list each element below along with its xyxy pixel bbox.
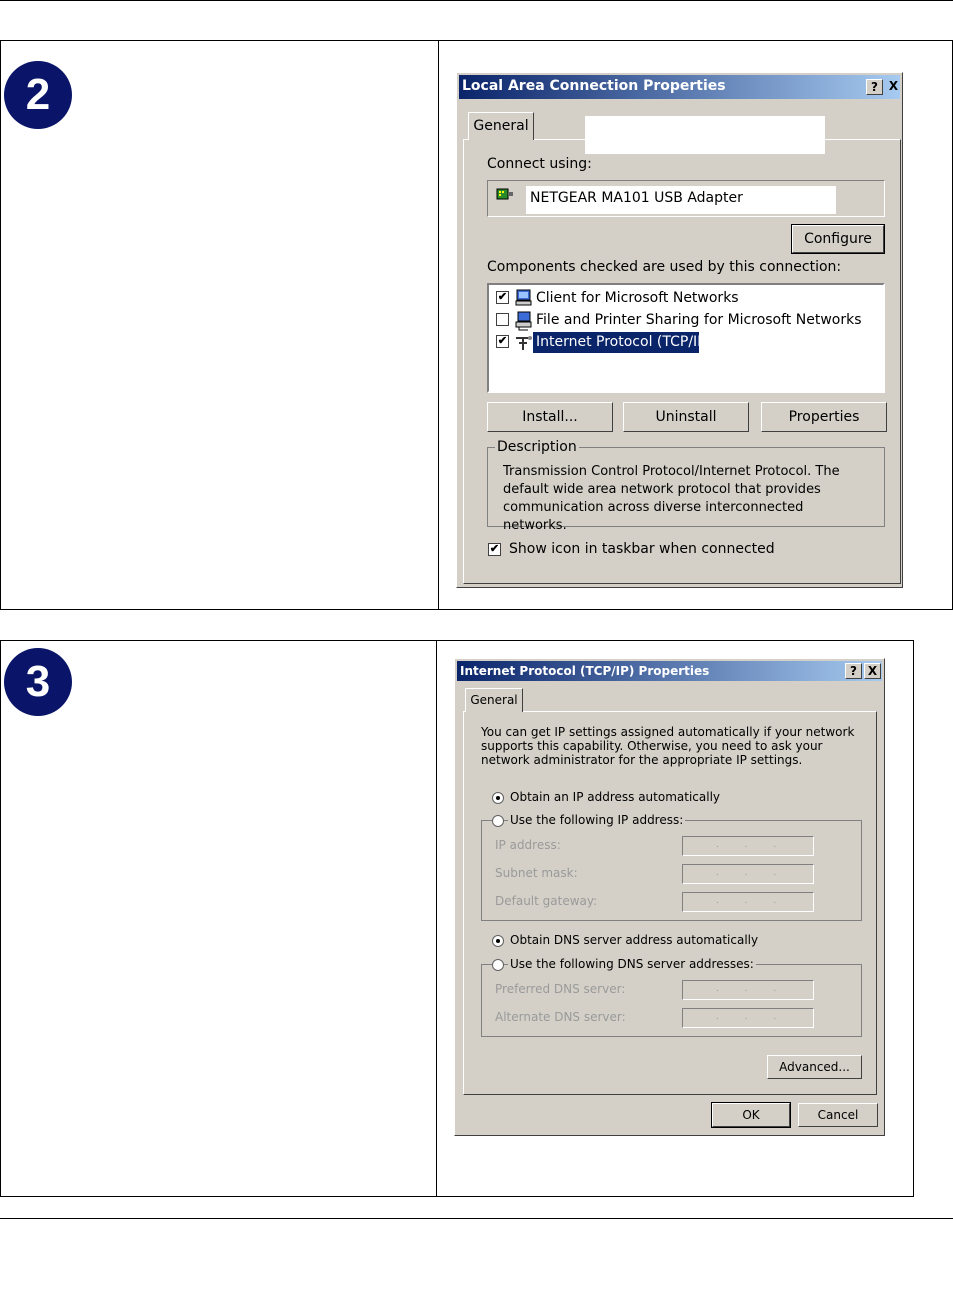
component-item[interactable]: [494, 288, 874, 310]
bottom-rule: [0, 1218, 953, 1219]
obtain-ip-auto-radio[interactable]: [492, 792, 504, 804]
description-legend: Description: [497, 439, 577, 455]
lac-title-bar: [459, 75, 900, 99]
tcpip-help-button[interactable]: ?: [845, 663, 862, 679]
advanced-button[interactable]: Advanced...: [767, 1055, 862, 1079]
step-3-number: 3: [25, 657, 51, 706]
lac-close-button[interactable]: X: [888, 79, 899, 93]
ok-button[interactable]: OK: [712, 1103, 790, 1127]
top-rule: [0, 0, 953, 1]
component-checkbox[interactable]: ✔: [497, 335, 508, 347]
step-2-divider: [438, 40, 439, 610]
component-label: Internet Protocol (TCP/IP): [536, 334, 712, 350]
lac-dialog: [456, 72, 903, 588]
obtain-dns-auto-radio[interactable]: [492, 935, 504, 947]
lac-tab-blank-area: [585, 116, 825, 154]
subnet-mask-field[interactable]: ...: [682, 864, 814, 884]
lac-help-button[interactable]: ?: [866, 79, 883, 95]
lac-title: Local Area Connection Properties: [462, 78, 726, 94]
description-text: Transmission Control Protocol/Internet Protocol. The default wide area network protocol that provides communication across diverse interconnected networks.: [503, 464, 840, 533]
connect-using-label: Connect using:: [487, 156, 592, 172]
uninstall-button[interactable]: Uninstall: [623, 402, 749, 432]
adapter-box: [487, 180, 885, 217]
obtain-ip-auto-label: Obtain an IP address automatically: [510, 790, 721, 804]
show-icon-checkbox[interactable]: ✔: [489, 543, 500, 555]
obtain-dns-auto-label: Obtain DNS server address automatically: [510, 933, 759, 947]
lac-tab-general[interactable]: General: [468, 112, 534, 140]
tcpip-close-button[interactable]: X: [864, 663, 881, 679]
tcpip-intro-text: You can get IP settings assigned automatically if your network supports this capability. Otherwise, you need to ask your network administrator for the appropriate IP settings.: [481, 725, 855, 767]
step-3-badge: [4, 648, 72, 716]
component-checkbox[interactable]: ✔: [497, 291, 508, 303]
use-following-dns-radio[interactable]: [492, 959, 504, 971]
default-gateway-field[interactable]: ...: [682, 892, 814, 912]
step-2-badge: [4, 61, 72, 129]
adapter-name: NETGEAR MA101 USB Adapter: [530, 190, 743, 206]
tcpip-dialog: [454, 658, 885, 1136]
default-gateway-label: Default gateway:: [495, 894, 598, 908]
ip-address-field[interactable]: ...: [682, 836, 814, 856]
component-label: Client for Microsoft Networks: [536, 290, 739, 306]
adapter-name-field: [526, 186, 836, 214]
tcpip-title-bar: [457, 661, 882, 681]
configure-button[interactable]: Configure: [792, 225, 884, 253]
properties-button[interactable]: Properties: [761, 402, 887, 432]
step-2-number: 2: [25, 70, 51, 119]
use-following-ip-radio[interactable]: [492, 815, 504, 827]
ip-address-label: IP address:: [495, 838, 561, 852]
install-button[interactable]: Install...: [487, 402, 613, 432]
subnet-mask-label: Subnet mask:: [495, 866, 578, 880]
alternate-dns-field[interactable]: ...: [682, 1008, 814, 1028]
preferred-dns-label: Preferred DNS server:: [495, 982, 626, 996]
tcpip-title: Internet Protocol (TCP/IP) Properties: [460, 664, 710, 678]
tcpip-tab-general[interactable]: General: [465, 688, 523, 712]
show-icon-label: Show icon in taskbar when connected: [509, 541, 775, 557]
use-following-ip-label: Use the following IP address:: [510, 813, 684, 827]
computer-network-icon: [515, 289, 533, 312]
network-adapter-icon: [496, 187, 512, 201]
cancel-button[interactable]: Cancel: [798, 1103, 878, 1127]
protocol-icon: [514, 334, 534, 357]
component-item[interactable]: [494, 332, 874, 354]
use-following-dns-label: Use the following DNS server addresses:: [510, 957, 754, 971]
alternate-dns-label: Alternate DNS server:: [495, 1010, 626, 1024]
components-list: [487, 283, 885, 393]
component-label: File and Printer Sharing for Microsoft Networks: [536, 312, 862, 328]
preferred-dns-field[interactable]: ...: [682, 980, 814, 1000]
step-3-divider: [436, 640, 437, 1197]
components-label: Components checked are used by this connection:: [487, 259, 842, 275]
component-item[interactable]: [494, 310, 874, 332]
component-checkbox[interactable]: [496, 313, 509, 326]
